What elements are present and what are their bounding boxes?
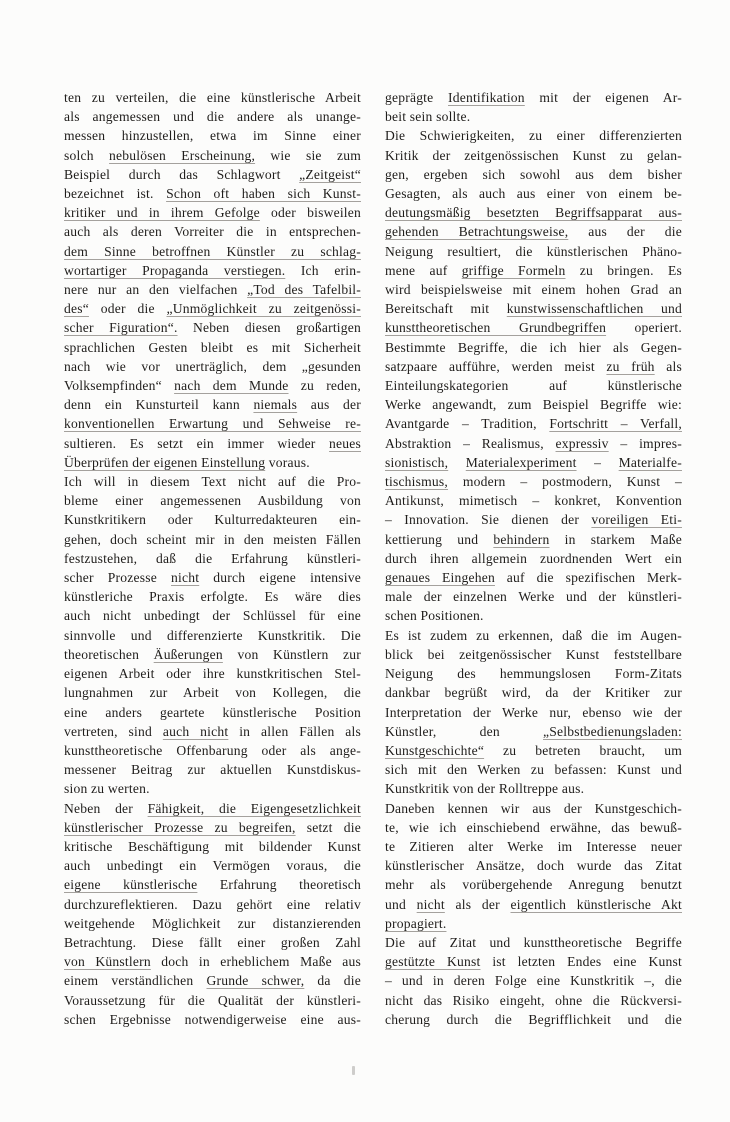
text-line: – Innovation. Sie dienen der voreiligen Eti- <box>385 512 682 528</box>
pencil-underline: eigene künstlerische <box>64 877 198 893</box>
text-line: messen hinzustellen, etwa im Sinne einer <box>64 128 361 144</box>
text-line: schen Positionen. <box>385 608 484 624</box>
text-line: tischismus, modern – postmodern, Kunst – <box>385 474 682 490</box>
text-line: künstleriche Praxis erfolgte. Es wäre dies <box>64 589 361 605</box>
pencil-underline: behindern <box>493 531 550 547</box>
text-line: weitgehende Möglichkeit zur distanzierenden <box>64 915 361 931</box>
text-line: scher Figuration“. Neben diesen großartigen <box>64 320 361 336</box>
text-line: auch unbedingt ein Vermögen voraus, die <box>64 858 361 874</box>
text-line: gehen, doch scheint mir in den meisten Fällen <box>64 531 361 547</box>
text-line: Bereitschaft mit kunstwissenschaftlichen und <box>385 301 682 317</box>
text-line: geprägte Identifikation mit der eigenen Ar- <box>385 90 682 105</box>
pencil-underline: zu früh <box>606 358 655 374</box>
pencil-underline: genaues Eingehen <box>385 570 495 586</box>
pencil-underline: „Selbstbedienungsladen: <box>543 723 682 739</box>
pencil-underline: Identifikation <box>448 90 525 105</box>
text-line: durch ihren allgemein zuordnenden Wert ein <box>385 550 682 566</box>
text-line: bleme einer angemessenen Ausbildung von <box>64 493 361 509</box>
pencil-underline: Materialexperiment <box>465 454 577 470</box>
text-line: Beispiel durch das Schlagwort „Zeitgeist“ <box>64 166 361 182</box>
pencil-underline: nicht <box>171 570 200 586</box>
text-line: Es ist zudem zu erkennen, daß die im Augen- <box>385 627 682 643</box>
text-line: kettierung und behindern in starkem Maße <box>385 531 682 547</box>
pencil-underline: wortartiger Propaganda verstiegen. <box>64 262 286 278</box>
pencil-underline: künstlerischer Prozesse zu begreifen, <box>64 819 296 835</box>
text-line: auch als deren Vorreiter die in entsprechen- <box>64 224 361 240</box>
pencil-underline: expressiv <box>555 435 609 451</box>
text-line: te, wie ich einschiebend erwähne, das bewuß- <box>385 819 682 835</box>
text-line: wird beispielsweise mit einem hohen Grad an <box>385 282 682 298</box>
text-line: scher Prozesse nicht durch eigene intensive <box>64 570 361 586</box>
text-line: künstlerischer Prozesse zu begreifen, setzt die <box>64 819 361 835</box>
text-line: schen Ergebnisse notwendigerweise eine aus- <box>64 1011 361 1027</box>
pencil-underline: kunstwissenschaftlichen und <box>506 301 682 317</box>
pencil-underline: Fortschritt – Verfall, <box>549 416 682 432</box>
pencil-underline: Äußerungen <box>153 646 223 662</box>
text-line: Voraussetzung für die Qualität der künstleri- <box>64 992 361 1008</box>
text-line: Neben der Fähigkeit, die Eigengesetzlichkeit <box>64 800 361 816</box>
pencil-underline: „Zeitgeist“ <box>299 166 361 182</box>
text-line: Volksempfinden“ nach dem Munde zu reden, <box>64 378 361 394</box>
text-line: festzustehen, daß die Erfahrung künstleri- <box>64 550 361 566</box>
pencil-underline: neues <box>329 435 361 451</box>
text-line: vertreten, sind auch nicht in allen Fällen als <box>64 723 362 739</box>
text-line: mene auf griffige Formeln zu bringen. Es <box>385 262 682 278</box>
text-line: ten zu verteilen, die eine künstlerische Arbeit <box>64 90 361 105</box>
text-line: sion zu werten. <box>64 781 150 797</box>
text-line: Die auf Zitat und kunsttheoretische Begriffe <box>385 934 682 950</box>
text-line: – und in deren Folge eine Kunstkritik –, die <box>385 973 682 989</box>
pencil-underline: Schon oft haben sich Kunst- <box>166 186 361 202</box>
pencil-underline: gehenden Betrachtungsweise, <box>385 224 569 240</box>
pencil-underline: nicht <box>416 896 445 912</box>
pencil-underline: niemals <box>253 397 298 413</box>
text-line: als angemessen und die andere als unange- <box>64 109 361 125</box>
pencil-underline: propagiert. <box>385 915 447 931</box>
pencil-underline: konventionellen Erwartung und Sehweise re- <box>64 416 361 432</box>
pencil-underline: von Künstlern <box>64 954 151 970</box>
pencil-underline: auch nicht <box>162 723 229 739</box>
text-column-left <box>64 88 361 1029</box>
text-line: einem verständlichen Grunde schwer, da die <box>64 973 361 989</box>
text-line: Kritik der zeitgenössischen Kunst zu gelan- <box>385 147 682 163</box>
text-line: nach wie vor unerträglich, dem „gesunden <box>64 358 361 374</box>
pencil-underline: nach dem Munde <box>174 378 289 394</box>
text-line: nere nur an den vielfachen „Tod des Tafelbil- <box>64 282 361 298</box>
text-line: sionistisch, Materialexperiment – Materialfe- <box>385 454 682 470</box>
text-line: gestützte Kunst ist letzten Endes eine Kunst <box>385 954 682 970</box>
text-line: auch nicht unbedingt der Schlüssel für eine <box>64 608 361 624</box>
text-line: Gesagten, als auch aus einer von einem be- <box>385 186 682 202</box>
text-line: Künstler, den „Selbstbedienungsladen: <box>385 723 682 739</box>
text-line: lungnahmen zur Arbeit von Kollegen, die <box>64 685 361 701</box>
pencil-underline: dem Sinne betroffnen Künstler zu schlag- <box>64 243 361 259</box>
pencil-underline: Fähigkeit, die Eigengesetzlichkeit <box>147 800 361 816</box>
text-line: von Künstlern doch in erheblichem Maße aus <box>64 954 361 970</box>
text-line: Neigung resultiert, die künstlerischen Phäno- <box>385 243 682 259</box>
text-line: künstlerischer Ansätze, doch wurde das Zitat <box>385 858 682 874</box>
text-line: Daneben kennen wir aus der Kunstgeschich- <box>385 800 682 816</box>
text-line: blick bei zeitgenössischer Kunst feststellbare <box>385 646 682 662</box>
text-line: Betrachtung. Diese fällt einer großen Zahl <box>64 934 361 950</box>
text-line: des“ oder die „Unmöglichkeit zu zeitgenössi- <box>64 301 361 317</box>
text-line: Bestimmte Begriffe, die ich hier als Gegen- <box>385 339 682 355</box>
text-line: eine anders geartete künstlerische Position <box>64 704 361 720</box>
pencil-underline: kunsttheoretischen Grundbegriffen <box>385 320 607 336</box>
text-line <box>385 914 682 933</box>
text-line: gen, ergeben sich sowohl aus dem bisher <box>385 166 682 182</box>
pencil-underline: „Unmöglichkeit zu zeitgenössi- <box>166 301 361 317</box>
text-line: kunsttheoretische Offenbarung oder als ange- <box>64 742 361 758</box>
pencil-underline: „Tod des Tafelbil- <box>247 282 361 298</box>
text-line: durchzureflektieren. Dazu gehört eine relativ <box>64 896 361 912</box>
text-line: sich mit den Werken zu befassen: Kunst und <box>385 762 682 778</box>
text-line: kritiker und in ihrem Gefolge oder bisweilen <box>64 205 361 221</box>
pencil-underline: Grunde schwer, <box>206 973 305 989</box>
text-line: sinnvolle und differenzierte Kunstkritik. Die <box>64 627 361 643</box>
text-line: Kunstgeschichte“ zu betreten braucht, um <box>385 742 682 758</box>
text-line: sultieren. Es setzt ein immer wieder neues <box>64 435 361 451</box>
text-line: sprachlichen Gesten bleibt es mit Sicherheit <box>64 339 361 355</box>
text-line: nicht das Risiko eingeht, ohne die Rückversi- <box>385 992 682 1008</box>
text-line: solch nebulösen Erscheinung, wie sie zum <box>64 147 362 163</box>
text-line: dankbar begrüßt wird, da der Kritiker zur <box>385 685 682 701</box>
text-line: kunsttheoretischen Grundbegriffen operiert. <box>385 320 682 336</box>
text-line: Ich will in diesem Text nicht auf die Pro- <box>64 474 361 490</box>
pencil-underline: Materialfe- <box>618 454 682 470</box>
text-line: und nicht als der eigentlich künstlerische Akt <box>385 896 682 912</box>
text-line: Die Schwierigkeiten, zu einer differenzierten <box>385 128 682 144</box>
pencil-underline: des“ <box>64 301 89 317</box>
text-line: eigene künstlerische Erfahrung theoretisch <box>64 877 361 893</box>
text-line: te Zitieren alter Werke im Interesse neuer <box>385 838 682 854</box>
text-line: satzpaare aufführe, werden meist zu früh als <box>385 358 682 374</box>
pencil-underline: sionistisch, <box>385 454 449 470</box>
text-line <box>64 242 361 261</box>
pencil-underline: kritiker und in ihrem Gefolge <box>64 205 260 221</box>
text-line: gehenden Betrachtungsweise, aus der die <box>385 224 682 240</box>
pencil-underline: Kunstgeschichte“ <box>385 742 485 758</box>
text-line: denn ein Kunsturteil kann niemals aus der <box>64 397 362 413</box>
text-line: Avantgarde – Tradition, Fortschritt – Verfall, <box>385 416 682 432</box>
text-line: bezeichnet ist. Schon oft haben sich Kunst- <box>64 186 361 202</box>
pencil-underline: nebulösen Erscheinung, <box>109 147 256 163</box>
pencil-underline: deutungsmäßig besetzten Begriffsapparat aus- <box>385 205 682 221</box>
text-line: cherung durch die Begrifflichkeit und die <box>385 1011 682 1027</box>
text-line: Interpretation der Werke nur, ebenso wie der <box>385 704 682 720</box>
text-line: male der einzelnen Werke und der künstleri- <box>385 589 682 605</box>
text-line: genaues Eingehen auf die spezifischen Merk- <box>385 570 682 586</box>
text-line <box>385 203 682 222</box>
text-line: wortartiger Propaganda verstiegen. Ich erin- <box>64 262 361 278</box>
text-line: mehr als vorübergehende Anregung benutzt <box>385 877 682 893</box>
text-line: theoretischen Äußerungen von Künstlern zur <box>64 646 362 662</box>
text-line: Kunstkritikern oder Kulturredakteuren ein- <box>64 512 361 528</box>
pencil-underline: griffige Formeln <box>461 262 566 278</box>
pencil-underline: voreiligen Eti- <box>591 512 682 528</box>
text-line: beit sein sollte. <box>385 109 471 125</box>
text-line: Antikunst, mimetisch – konkret, Konvention <box>385 493 682 509</box>
text-line: Werke angewandt, zum Beispiel Begriffe wie: <box>385 397 682 413</box>
text-line: Kunstkritik von der Rolltreppe aus. <box>385 781 585 797</box>
pencil-underline: scher Figuration“. <box>64 320 178 336</box>
text-line: Abstraktion – Realismus, expressiv – impres- <box>385 435 682 451</box>
pencil-underline: Überprüfen der eigenen Einstellung <box>64 454 266 470</box>
text-line: kritische Beschäftigung mit bildender Kunst <box>64 838 361 854</box>
pencil-underline: gestützte Kunst <box>385 954 481 970</box>
pencil-underline: eigentlich künstlerische Akt <box>510 896 682 912</box>
text-line: Einteilungskategorien auf künstlerische <box>385 378 682 394</box>
text-line <box>64 414 361 433</box>
text-column-right <box>385 88 682 1029</box>
text-line: Überprüfen der eigenen Einstellung voraus. <box>64 454 310 470</box>
pencil-underline: tischismus, <box>385 474 449 490</box>
text-line: eigenen Arbeit oder ihre kunstkritischen Stel- <box>64 666 361 682</box>
text-line: Neigung des hemmungslosen Form-Zitats <box>385 666 682 682</box>
scan-artifact-mark <box>352 1066 355 1075</box>
text-line: messener Beitrag zur aktuellen Kunstdiskus- <box>64 762 361 778</box>
